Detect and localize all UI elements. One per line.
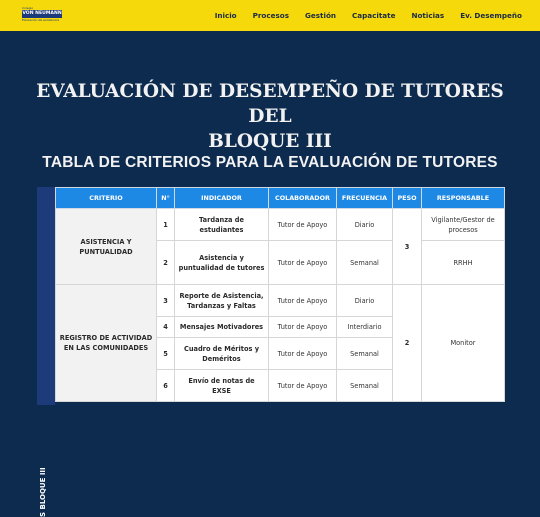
- school-logo[interactable]: [22, 6, 62, 25]
- frecuencia-cell: Semanal: [337, 370, 393, 402]
- col-num: N°: [157, 188, 175, 209]
- table-header-row: [56, 188, 505, 209]
- peso-cell: 3: [393, 209, 422, 285]
- nav-inicio[interactable]: Inicio: [214, 11, 237, 20]
- frecuencia-cell: Diario: [337, 285, 393, 317]
- nav-procesos[interactable]: Procesos: [252, 11, 289, 20]
- nav-capacitate[interactable]: Capacitate: [352, 11, 396, 20]
- frecuencia-cell: Semanal: [337, 241, 393, 285]
- nav-ev-desempeno[interactable]: Ev. Desempeño: [460, 11, 522, 20]
- page-title: [20, 79, 520, 154]
- num-cell: 1: [157, 209, 175, 241]
- page-title-line2: BLOQUE III: [208, 131, 332, 152]
- indicador-cell: Asistencia y puntualidad de tutores: [175, 241, 269, 285]
- frecuencia-cell: Diario: [337, 209, 393, 241]
- indicador-cell: Tardanza de estudiantes: [175, 209, 269, 241]
- logo-tagline: Educación de excelencia: [22, 18, 60, 22]
- nav-noticias[interactable]: Noticias: [411, 11, 445, 20]
- col-responsable: RESPONSABLE: [422, 188, 505, 209]
- colaborador-cell: Tutor de Apoyo: [269, 209, 337, 241]
- colaborador-cell: Tutor de Apoyo: [269, 241, 337, 285]
- indicador-cell: Reporte de Asistencia, Tardanzas y Faltas: [175, 285, 269, 317]
- col-frecuencia: FRECUENCIA: [337, 188, 393, 209]
- colaborador-cell: Tutor de Apoyo: [269, 285, 337, 317]
- col-criterio: CRITERIO: [56, 188, 157, 209]
- colaborador-cell: Tutor de Apoyo: [269, 317, 337, 338]
- col-colaborador: COLABORADOR: [269, 188, 337, 209]
- colaborador-cell: Tutor de Apoyo: [269, 370, 337, 402]
- responsable-cell: Vigilante/Gestor de procesos: [422, 209, 505, 241]
- logo-top-text: Colegio: [22, 6, 34, 10]
- col-indicador: INDICADOR: [175, 188, 269, 209]
- side-section-label: [37, 187, 55, 517]
- top-navbar: [0, 0, 540, 31]
- nav-gestion[interactable]: Gestión: [305, 11, 337, 20]
- frecuencia-cell: Semanal: [337, 338, 393, 370]
- num-cell: 3: [157, 285, 175, 317]
- col-peso: PESO: [393, 188, 422, 209]
- main-nav: [215, 0, 522, 31]
- indicador-cell: Envío de notas de EXSE: [175, 370, 269, 402]
- responsable-cell: RRHH: [422, 241, 505, 285]
- num-cell: 6: [157, 370, 175, 402]
- table-row: [56, 285, 505, 317]
- indicador-cell: Mensajes Motivadores: [175, 317, 269, 338]
- num-cell: 4: [157, 317, 175, 338]
- peso-cell: 2: [393, 285, 422, 402]
- page-title-line1: EVALUACIÓN DE DESEMPEÑO DE TUTORES DEL: [36, 81, 504, 127]
- logo-name: VON NEUMANN: [22, 11, 62, 16]
- side-label-text: S BLOQUE III: [39, 467, 47, 517]
- responsable-cell: Monitor: [422, 285, 505, 402]
- criterio-cell: REGISTRO DE ACTIVIDAD EN LAS COMUNIDADES: [56, 285, 157, 402]
- table-row: [56, 209, 505, 241]
- num-cell: 5: [157, 338, 175, 370]
- indicador-cell: Cuadro de Méritos y Deméritos: [175, 338, 269, 370]
- num-cell: 2: [157, 241, 175, 285]
- colaborador-cell: Tutor de Apoyo: [269, 338, 337, 370]
- table-subtitle: TABLA DE CRITERIOS PARA LA EVALUACIÓN DE TUTORES: [42, 154, 498, 171]
- frecuencia-cell: Interdiario: [337, 317, 393, 338]
- criteria-table: [55, 187, 505, 402]
- criterio-cell: ASISTENCIA Y PUNTUALIDAD: [56, 209, 157, 285]
